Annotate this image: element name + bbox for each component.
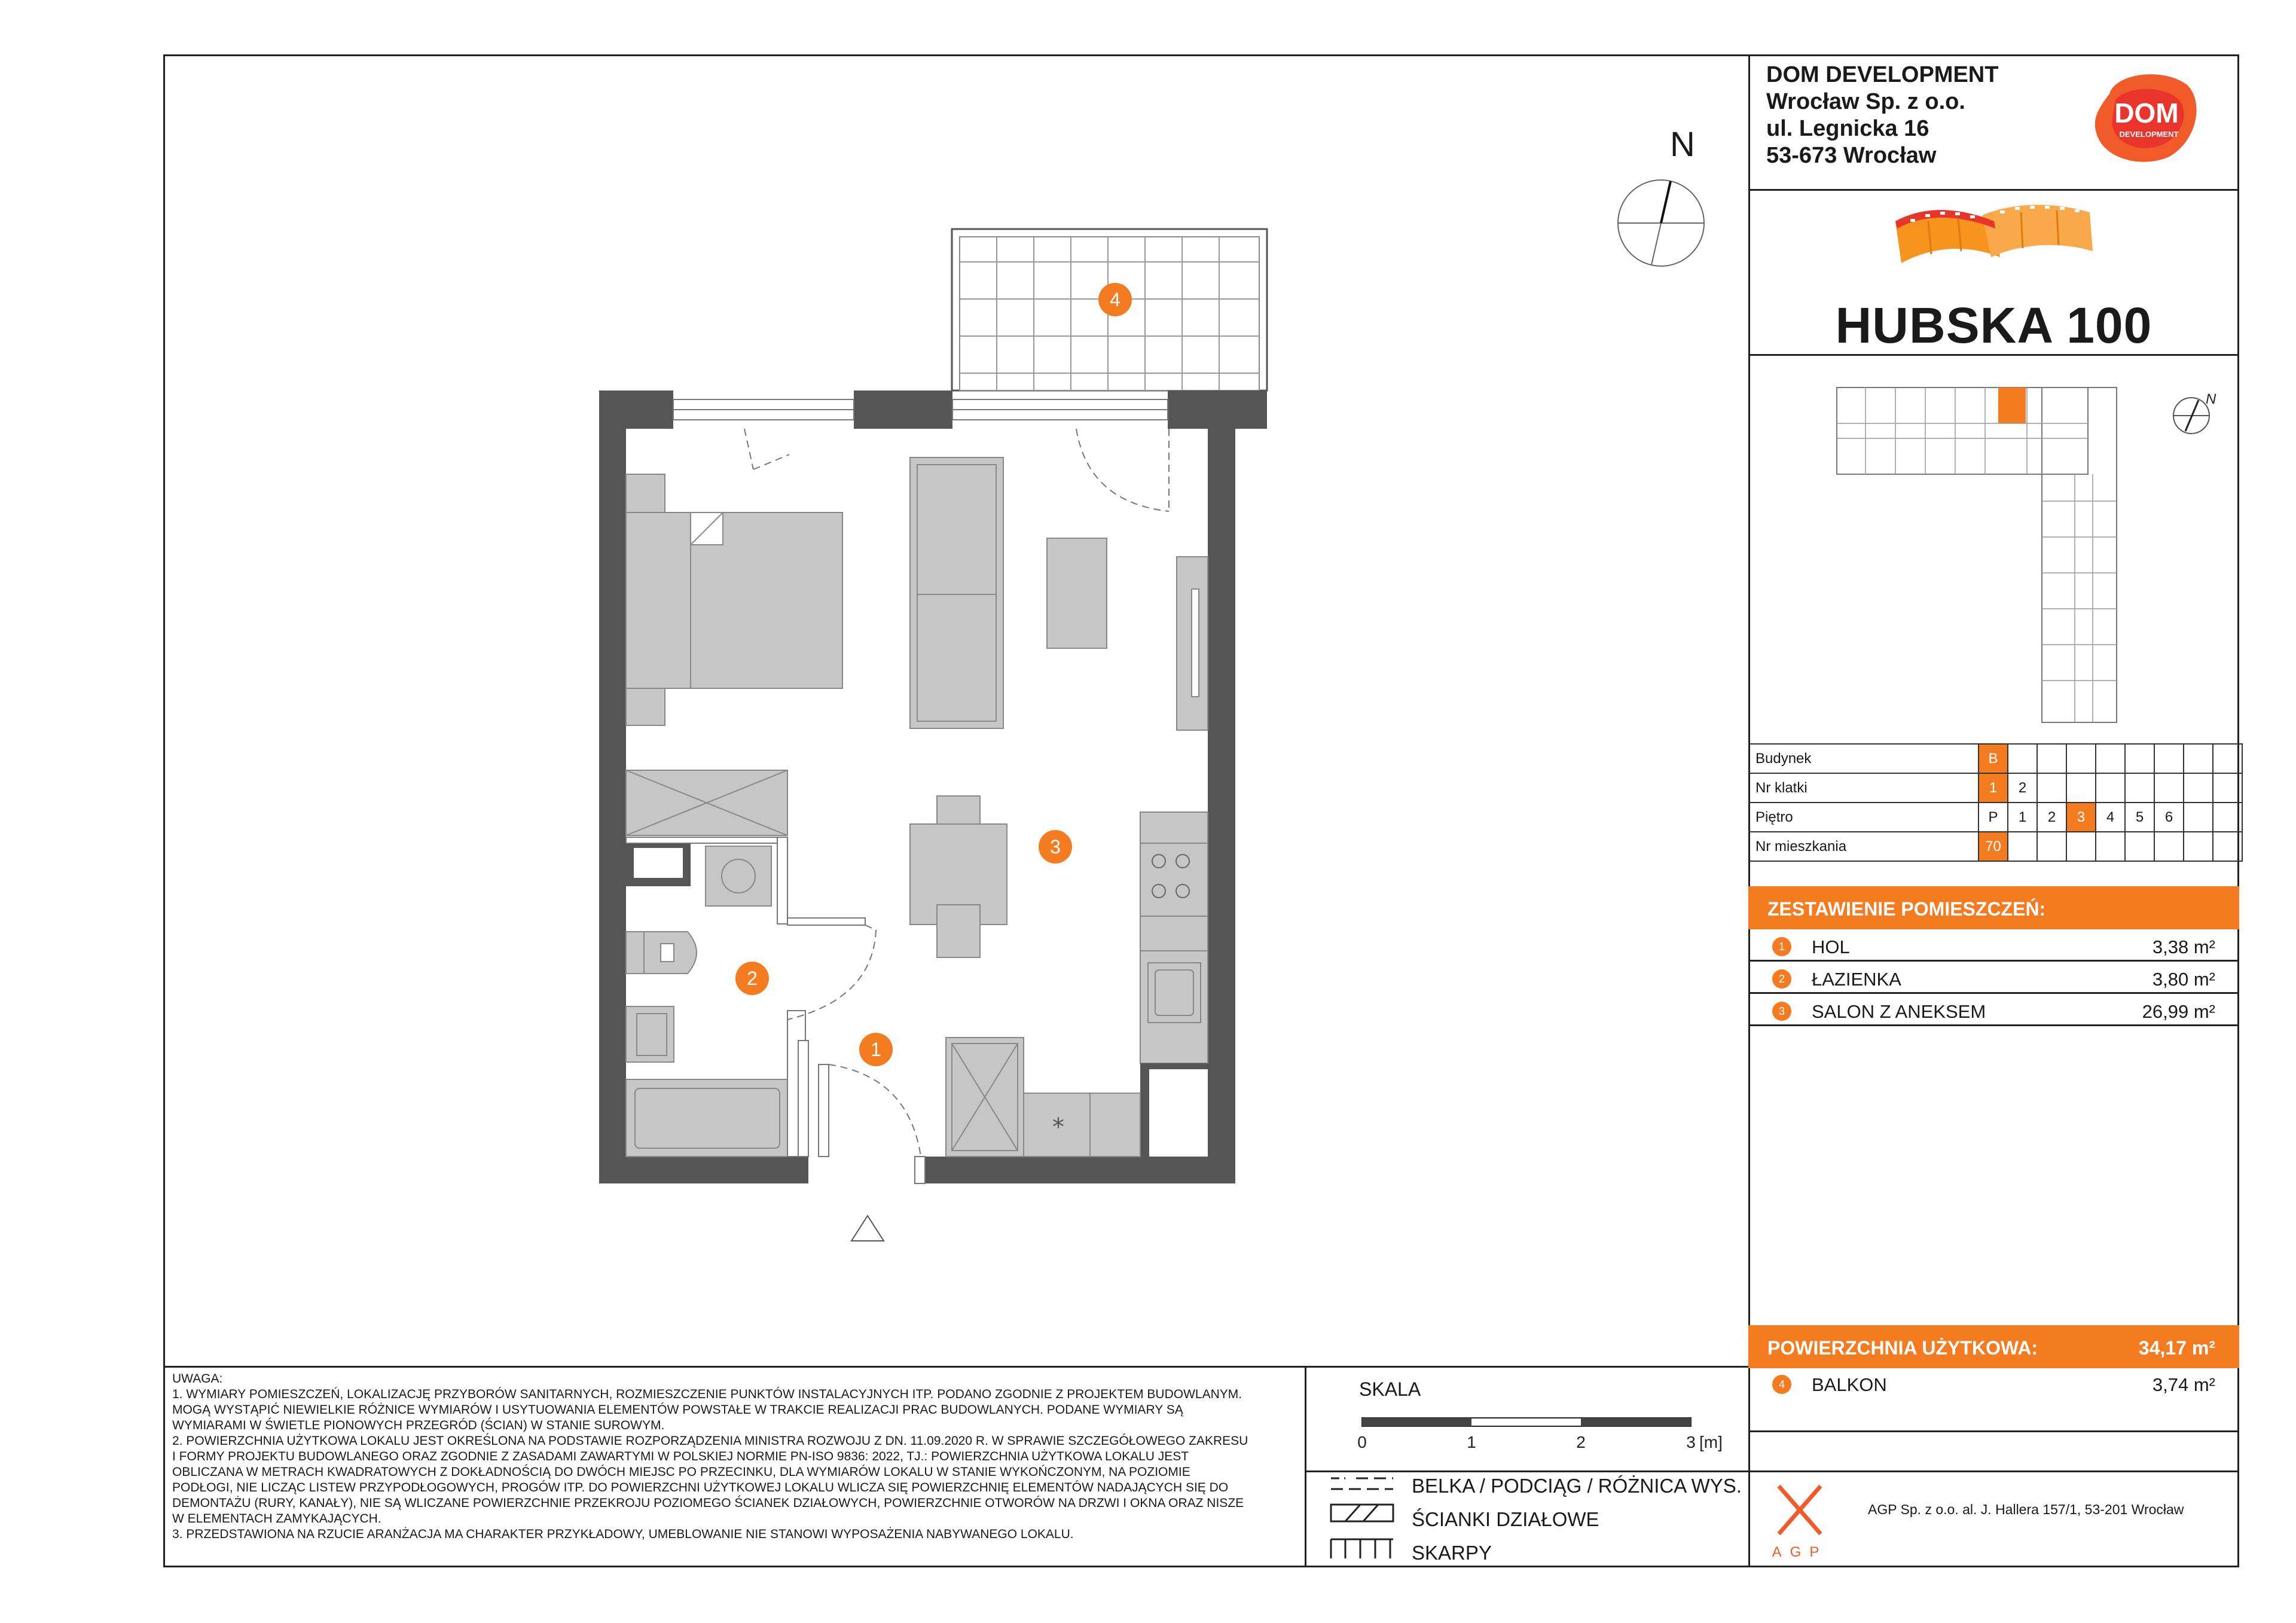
legend-label: ŚCIANKI DZIAŁOWE [1412,1508,1599,1530]
company-line: ul. Legnicka 16 [1766,116,1929,141]
info-cell: 1 [2008,803,2037,832]
divider [1305,1471,1748,1472]
note-line: UWAGA: [172,1372,223,1386]
info-cell: 2 [2008,773,2037,803]
info-row-label: Nr mieszkania [1748,832,1979,861]
info-cell: B [1979,744,2008,773]
room-area: 3,74 m² [2152,1374,2215,1395]
note-line: 1. WYMIARY POMIESZCZEŃ, LOKALIZACJĘ PRZYBORÓW SANITARNYCH, ROZMIESZCZENIE PUNKTÓW INSTALACYJNYCH ITP. PODANO ZGODNIE Z PROJEKTEM BUDOWLANYM. [172,1387,1242,1401]
note-line: PODŁOGI, NIE LICZĄC LISTEW PRZYPODŁOGOWYCH, PROGÓW ITP. DO POWIERZCHNI UŻYTKOWEJ LOKALU WLICZA SIĘ POWIERZCHNIĘ ELEMENTÓW NADAJĄCYCH SIĘ DO [172,1481,1229,1494]
scale-tick-label: 2 [1576,1433,1586,1451]
info-cell: 4 [2096,803,2125,832]
scale-bar [1357,1414,1723,1456]
logo-text: DOM [2114,97,2179,129]
info-row-label: Nr klatki [1748,773,1979,803]
divider [163,1366,1748,1368]
divider [1748,1471,2239,1472]
room-row [1748,929,2239,962]
info-cell [2096,773,2125,803]
info-row [1748,773,2242,803]
project-name: HUBSKA 100 [1835,297,2152,353]
info-cell [2037,773,2066,803]
usable-area-value: 34,17 m² [2138,1337,2215,1359]
sofa [910,457,1003,728]
dom-development-logo [2092,70,2200,166]
room-row [1748,962,2239,994]
info-cell [2125,773,2154,803]
plan-marker-balkon: 4 [1098,283,1132,316]
room-name: SALON Z ANEKSEM [1812,1001,1986,1022]
kitchen-counter [1140,812,1208,1063]
info-cell: 70 [1979,832,2008,861]
legend-symbols [1327,1475,1399,1564]
info-cell [2154,744,2184,773]
info-cell [2213,803,2242,832]
note-line: I FORMY PROJEKTU BUDOWLANEGO ORAZ ZGODNIE Z ZASADAMI ZAWARTYMI W POLSKIEJ NORMIE PN-ISO 9836: 2022, TJ.: POWIERZCHNIA UŻYTKOWA LOKALU JEST [172,1450,1189,1463]
plan-marker-lazienka: 2 [735,962,769,995]
fridge [1024,1093,1140,1157]
note-line: WYMIARAMI W ŚWIETLE PIONOWYCH PRZEGRÓD (ŚCIAN) W STANIE SUROWYM. [172,1418,665,1432]
info-row [1748,803,2242,832]
info-cell [2213,832,2242,861]
info-cell [2125,744,2154,773]
info-cell: 6 [2154,803,2184,832]
building-minimap [1830,382,2141,722]
hall-wardrobe [946,1038,1024,1157]
apartment-info-table [1748,743,2243,862]
room-row [1748,994,2239,1026]
bathtub [626,1079,789,1157]
company-line: Wrocław Sp. z o.o. [1766,89,1965,114]
entrance-arrow-icon [851,1216,884,1241]
bed [626,474,842,725]
info-cell [2154,832,2184,861]
bathroom-sink [626,1006,674,1062]
legend-label: SKARPY [1412,1542,1492,1564]
note-line: 2. POWIERZCHNIA UŻYTKOWA LOKALU JEST OKREŚLONA NA PODSTAWIE ROZPORZĄDZENIA MINISTRA ROZWOJU Z DN. 11.09.2020 R. W SPRAWIE SZCZEGÓŁOWEGO ZAKRESU [172,1434,1248,1448]
scale-tick-label: 3 [1686,1433,1696,1451]
note-line: MOGĄ WYSTĄPIĆ NIEWIELKIE RÓŻNICE WYMIARÓW I USYTUOWANIA ELEMENTÓW POWSTAŁE W TRAKCIE REALIZACJI PRAC BUDOWLANYCH. PODANE WYMIARY SĄ [172,1403,1183,1417]
room-name: HOL [1812,936,1850,957]
tv-unit [1177,557,1208,730]
info-cell [2008,832,2037,861]
washing-machine [706,846,771,906]
note-line: W ELEMENTACH ZAMYKAJĄCYCH. [172,1512,381,1526]
room-number: 2 [1772,969,1791,989]
info-cell [2096,744,2125,773]
info-cell [2184,773,2213,803]
coffee-table [1047,538,1107,648]
divider [1748,1430,2239,1432]
info-cell: 5 [2125,803,2154,832]
info-cell [2008,744,2037,773]
toilet [626,932,697,974]
wardrobe [626,770,787,835]
scale-tick-label: 1 [1467,1433,1476,1451]
north-label: N [1670,125,1695,164]
scale-unit: [m] [1699,1433,1723,1451]
plan-marker-hol: 1 [859,1033,893,1066]
film-strip-graphic [1892,197,2096,287]
room-name: BALKON [1812,1374,1887,1395]
dining-table [910,796,1007,957]
info-row-label: Piętro [1748,803,1979,832]
info-cell [2125,832,2154,861]
divider [1748,189,2239,191]
minimap-compass-icon [2172,392,2214,437]
minimap-north-label: N [2206,391,2216,407]
agp-mark-text: AGP [1772,1544,1828,1560]
info-row [1748,744,2242,773]
room-area: 26,99 m² [2142,1001,2215,1022]
plan-marker-salon: 3 [1039,830,1072,864]
info-cell [2037,744,2066,773]
info-cell: P [1979,803,2008,832]
info-row-label: Budynek [1748,744,1979,773]
svg-text:*: * [1052,1113,1064,1141]
company-address [1766,62,1998,169]
info-cell [2184,832,2213,861]
scale-title: SKALA [1359,1378,1421,1400]
info-cell [2184,744,2213,773]
info-cell [2096,832,2125,861]
scale-tick-label: 0 [1357,1433,1367,1451]
info-cell [2154,773,2184,803]
info-cell [2066,744,2096,773]
notes-block [172,1371,1308,1542]
info-cell: 1 [1979,773,2008,803]
room-name: ŁAZIENKA [1812,969,1901,990]
note-line: OBLICZANA W METRACH KWADRATOWYCH Z DOKŁADNOŚCIĄ DO DWÓCH MIEJSC PO PRZECINKU, DLA WYMIARÓW LOKALU W STANIE WYKOŃCZONYM, NA POZIOMIE [172,1465,1190,1479]
usable-area-label: POWIERZCHNIA UŻYTKOWA: [1767,1337,2038,1359]
info-cell [2066,832,2096,861]
info-cell [2213,773,2242,803]
agp-logo [1770,1480,1836,1561]
agp-address: AGP Sp. z o.o. al. J. Hallera 157/1, 53-201 Wrocław [1868,1502,2184,1517]
info-row [1748,832,2242,861]
room-number: 1 [1772,937,1791,956]
info-cell [2037,832,2066,861]
room-number: 3 [1772,1002,1791,1021]
info-cell: 3 [2066,803,2096,832]
info-cell [2066,773,2096,803]
company-name: DOM DEVELOPMENT [1766,62,1999,87]
rooms-header [1748,886,2239,929]
room-area: 3,38 m² [2152,936,2215,957]
company-line: 53-673 Wrocław [1766,143,1937,168]
room-area: 3,80 m² [2152,969,2215,990]
info-cell [2184,803,2213,832]
logo-subtext: DEVELOPMENT [2119,130,2179,139]
note-line: 3. PRZEDSTAWIONA NA RZUCIE ARANŻACJA MA CHARAKTER PRZYKŁADOWY, UMEBLOWANIE NIE STANOWI WYPOSAŻENIA NABYWANEGO LOKALU. [172,1527,1074,1541]
rooms-header-text: ZESTAWIENIE POMIESZCZEŃ: [1767,898,2046,920]
info-cell: 2 [2037,803,2066,832]
note-line: DEMONTAŻU (RURY, KANAŁY), NIE SĄ WLICZANE POWIERZCHNIE PRZEKROJU POZIOMEGO ŚCIANEK DZIAŁOWYCH, POWIERZCHNIE OTWORÓW NA DRZWI I OKNA ORAZ NISZE [172,1496,1244,1510]
info-cell [2213,744,2242,773]
legend-label: BELKA / PODCIĄG / RÓŻNICA WYS. [1412,1475,1742,1497]
room-number: 4 [1772,1375,1791,1394]
balcony-row [1748,1367,2239,1399]
usable-area-header [1748,1325,2239,1368]
